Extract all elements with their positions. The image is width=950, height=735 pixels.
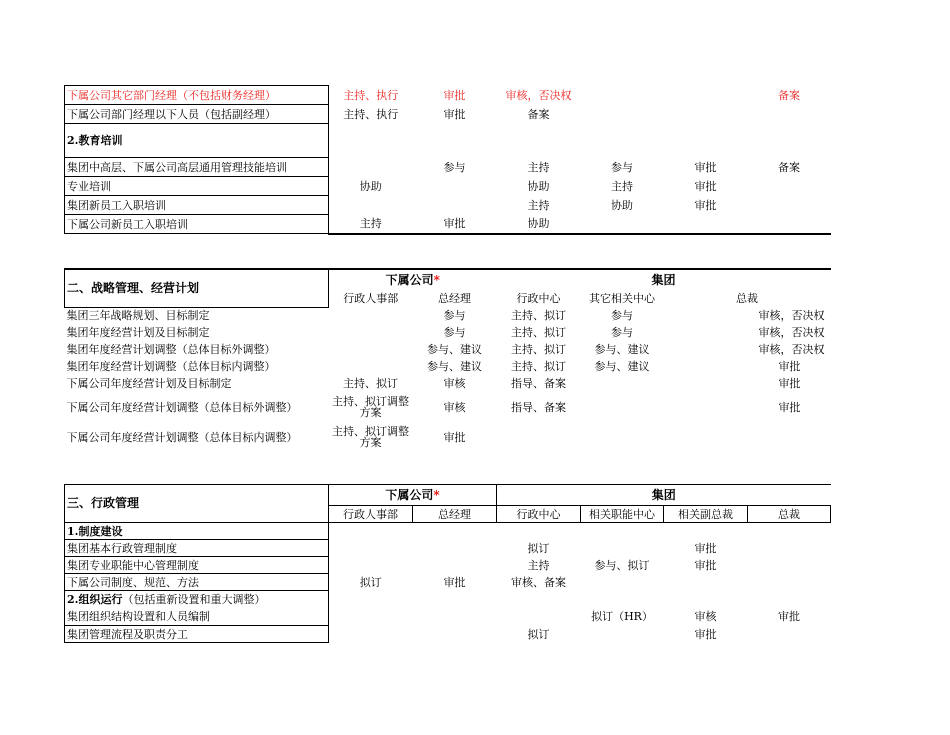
row-item: 集团基本行政管理制度 — [65, 540, 329, 557]
column-header: 总经理 — [413, 506, 497, 523]
subheading-org: 2.组织运行（包括重新设置和重大调整） — [65, 591, 329, 608]
table-row: 集团基本行政管理制度 拟订 审批 — [65, 540, 831, 557]
section-subheading — [65, 124, 831, 158]
row-item: 下属公司年度经营计划调整（总体目标内调整） — [66, 430, 298, 444]
table-row: 下属公司年度经营计划调整（总体目标外调整） 主持、拟订调整方案 审核 指导、备案 审批 — [65, 392, 831, 422]
table-row: 集团专业职能中心管理制度 主持 参与、拟订 审批 — [65, 557, 831, 574]
strategy-plan-table — [64, 268, 831, 452]
table-row: 集团年度经营计划调整（总体目标内调整） 参与、建议 主持、拟订 参与、建议 审批 — [66, 360, 801, 373]
column-header: 总裁 — [748, 506, 831, 523]
header-row — [65, 269, 831, 290]
row-item: 专业培训 — [65, 177, 329, 196]
column-header: 行政中心 — [516, 292, 561, 305]
subsidiary-header: 下属公司* — [329, 485, 497, 506]
table-row: 集团年度经营计划及目标制定 参与 主持、拟订 参与 审核，否决权 — [66, 326, 825, 339]
row-item: 下属公司部门经理以下人员（包括副经理） — [65, 105, 329, 124]
table-row: 集团三年战略规划、目标制定 参与 主持、拟订 参与 审核，否决权 — [66, 309, 825, 323]
column-header: 其它相关中心 — [589, 292, 656, 305]
subheading-system: 1.制度建设 — [65, 523, 329, 540]
table-row: 集团中高层、下属公司高层通用管理技能培训 参与 主持 参与 审批 备案 — [65, 158, 831, 177]
section-title: 三、行政管理 — [65, 485, 329, 523]
table-row: 下属公司年度经营计划及目标制定 主持、拟订 审核 指导、备案 审批 — [66, 377, 801, 390]
group-header: 集团 — [497, 269, 831, 290]
row-item: 集团年度经营计划调整（总体目标内调整） — [66, 360, 276, 373]
table-row: 集团年度经营计划调整（总体目标外调整） 参与、建议 主持、拟订 参与、建议 审核，否决权 — [66, 343, 825, 356]
column-header: 行政人事部 — [343, 292, 399, 305]
training-heading: 2.教育培训 — [65, 124, 329, 158]
table-row: 下属公司年度经营计划调整（总体目标内调整） 主持、拟订调整方案 审批 — [65, 422, 831, 452]
row-item: 下属公司年度经营计划及目标制定 — [66, 377, 232, 390]
row-item: 下属公司制度、规范、方法 — [65, 574, 329, 591]
header-row — [65, 485, 831, 506]
section-title: 二、战略管理、经营计划 — [65, 269, 329, 307]
section-subheading — [65, 591, 831, 608]
section-subheading — [65, 523, 831, 540]
column-header: 行政中心 — [497, 506, 581, 523]
row-item: 集团新员工入职培训 — [65, 196, 329, 215]
table-row: 集团管理流程及职责分工 拟订 审批 — [65, 626, 831, 643]
table-row: 集团新员工入职培训 主持 协助 审批 — [65, 196, 831, 215]
row-item: 下属公司其它部门经理（不包括财务经理） — [65, 86, 329, 105]
table-row: 专业培训 协助 协助 主持 审批 — [65, 177, 831, 196]
group-header: 集团 — [497, 485, 831, 506]
table-row: 下属公司其它部门经理（不包括财务经理） 主持、执行 审批 审核，否决权 备案 — [65, 86, 831, 105]
row-item: 集团年度经营计划调整（总体目标外调整） — [66, 343, 276, 356]
subsidiary-header: 下属公司* — [329, 269, 497, 290]
row-item: 集团中高层、下属公司高层通用管理技能培训 — [65, 158, 329, 177]
column-header: 总经理 — [438, 292, 471, 305]
hr-authority-table — [64, 85, 831, 235]
row-item: 集团组织结构设置和人员编制 — [65, 608, 329, 626]
row-item: 下属公司年度经营计划调整（总体目标外调整） — [66, 400, 298, 414]
table-row: 下属公司制度、规范、方法 拟订 审批 审核、备案 — [65, 574, 831, 591]
table-row: 下属公司新员工入职培训 主持 审批 协助 — [65, 215, 831, 234]
row-item: 集团专业职能中心管理制度 — [65, 557, 329, 574]
column-header: 总裁 — [736, 292, 759, 305]
column-header: 行政人事部 — [329, 506, 413, 523]
row-item: 下属公司新员工入职培训 — [65, 215, 329, 234]
admin-management-table — [64, 484, 831, 643]
column-header: 相关副总裁 — [664, 506, 748, 523]
row-item: 集团年度经营计划及目标制定 — [66, 326, 210, 339]
column-header: 相关职能中心 — [581, 506, 664, 523]
row-item: 集团三年战略规划、目标制定 — [66, 309, 210, 323]
row-item: 集团管理流程及职责分工 — [65, 626, 329, 643]
table-row: 下属公司部门经理以下人员（包括副经理） 主持、执行 审批 备案 — [65, 105, 831, 124]
table-row: 集团组织结构设置和人员编制 拟订（HR） 审核 审批 — [65, 608, 831, 626]
